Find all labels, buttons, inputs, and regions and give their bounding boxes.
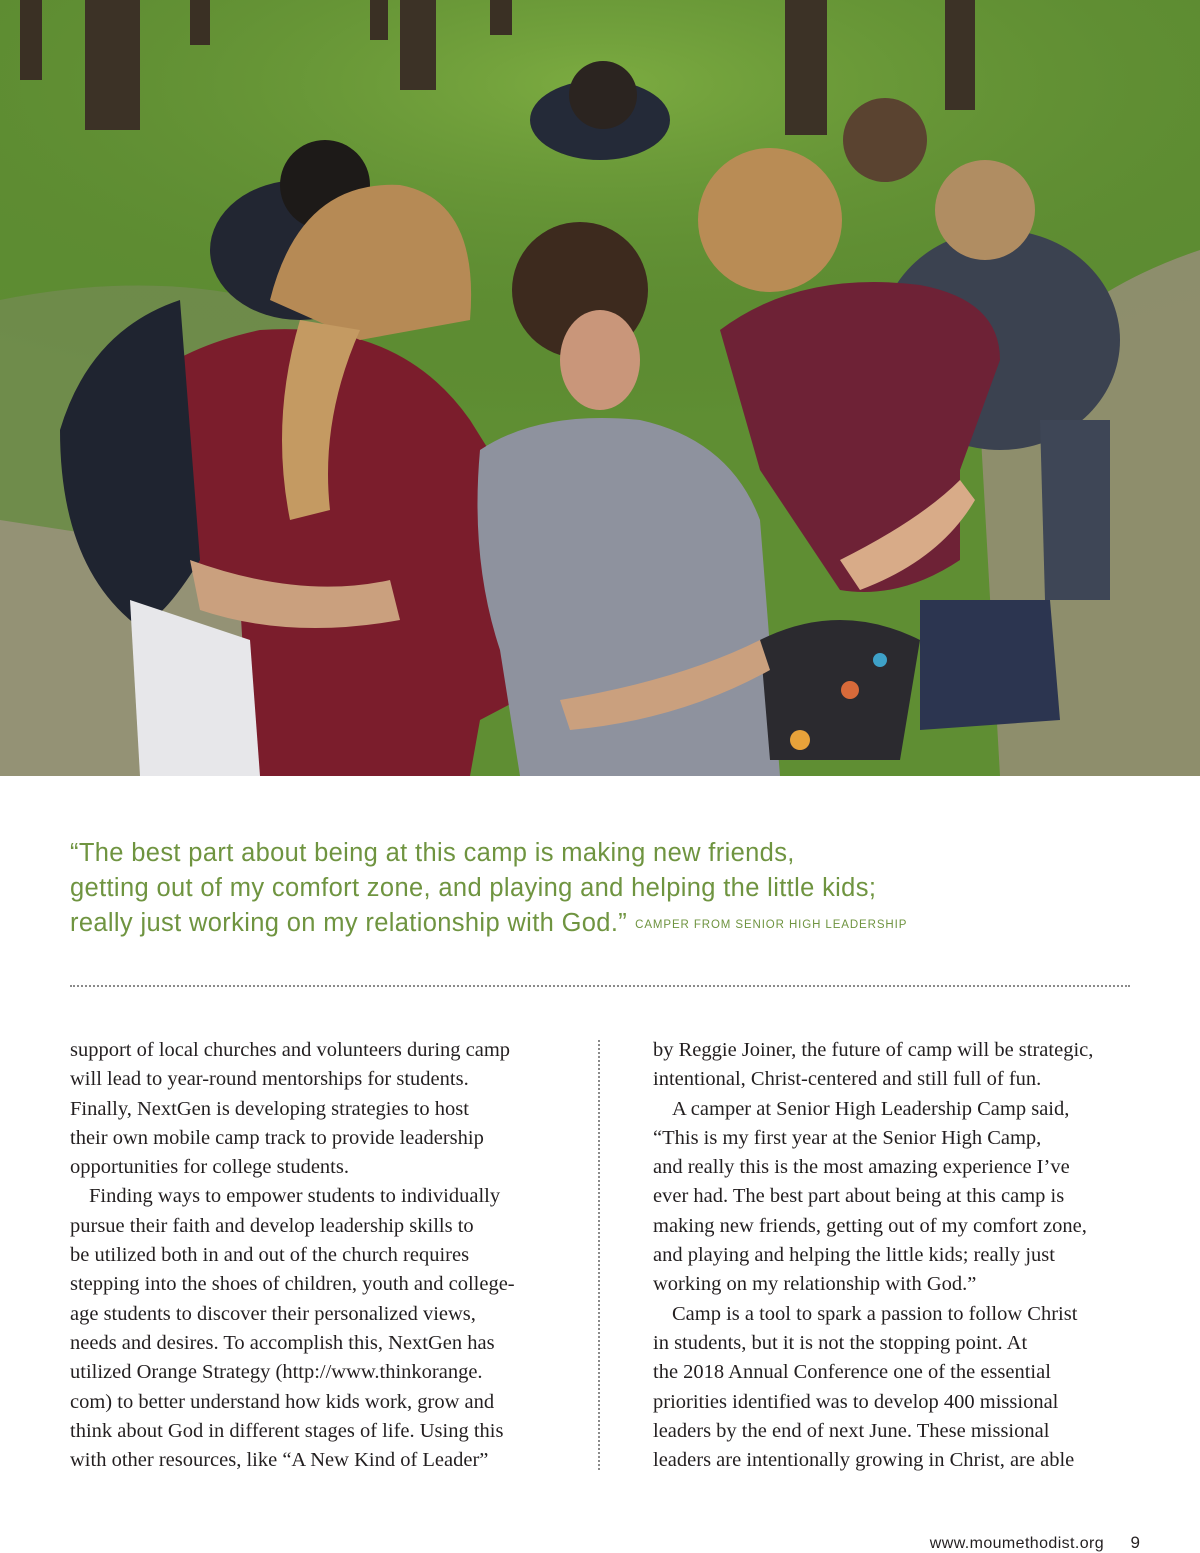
- body-line: by Reggie Joiner, the future of camp will be strategic,: [653, 1039, 1094, 1061]
- body-line: Finally, NextGen is developing strategies to host: [70, 1097, 469, 1120]
- pull-quote-line-3: [70, 906, 1140, 943]
- body-line: intentional, Christ-centered and still full of fun.: [653, 1068, 1042, 1091]
- body-column-left: [70, 1036, 570, 1475]
- body-line: in students, but it is not the stopping point. At: [653, 1331, 1028, 1354]
- dotted-divider-vertical: [598, 1040, 600, 1470]
- body-line: leaders by the end of next June. These missional: [653, 1419, 1050, 1442]
- body-line: and really this is the most amazing experience I’ve: [653, 1156, 1070, 1179]
- dotted-divider-horizontal: [70, 985, 1130, 987]
- pull-quote: [70, 836, 1140, 943]
- body-line: com) to better understand how kids work, grow and: [70, 1390, 495, 1413]
- pull-quote-line-1: “The best part about being at this camp is making new friends,: [70, 839, 795, 867]
- body-line: age students to discover their personalized views,: [70, 1302, 476, 1325]
- page-number: 9: [1130, 1533, 1140, 1552]
- body-line: “This is my first year at the Senior High Camp,: [653, 1126, 1042, 1149]
- body-line: ever had. The best part about being at this camp is: [653, 1185, 1065, 1208]
- body-line: Finding ways to empower students to individually: [89, 1185, 501, 1208]
- body-line: utilized Orange Strategy (http://www.thinkorange.: [70, 1361, 483, 1384]
- body-line: priorities identified was to develop 400 missional: [653, 1390, 1059, 1413]
- body-line: A camper at Senior High Leadership Camp said,: [672, 1097, 1070, 1120]
- pull-quote-line-2: getting out of my comfort zone, and playing and helping the little kids;: [70, 874, 877, 902]
- body-line: will lead to year-round mentorships for students.: [70, 1068, 469, 1091]
- pull-quote-line-3-text: really just working on my relationship with God.”: [70, 909, 628, 937]
- body-line: stepping into the shoes of children, youth and college-: [70, 1273, 515, 1296]
- group-huddle-photo: [0, 0, 1200, 776]
- body-line: and playing and helping the little kids; really just: [653, 1244, 1055, 1267]
- footer-url[interactable]: www.moumethodist.org: [929, 1535, 1105, 1552]
- page-footer: [930, 1533, 1140, 1553]
- body-line: making new friends, getting out of my comfort zone,: [653, 1214, 1087, 1237]
- body-line: opportunities for college students.: [70, 1156, 349, 1179]
- body-line: working on my relationship with God.”: [653, 1273, 977, 1296]
- pull-quote-attribution: CAMPER FROM SENIOR HIGH LEADERSHIP: [635, 919, 908, 931]
- body-line: needs and desires. To accomplish this, NextGen has: [70, 1331, 495, 1354]
- body-column-right: [653, 1036, 1153, 1475]
- body-line: Camp is a tool to spark a passion to follow Christ: [672, 1302, 1078, 1325]
- body-line: leaders are intentionally growing in Christ, are able: [653, 1449, 1075, 1472]
- body-line: with other resources, like “A New Kind of Leader”: [70, 1449, 489, 1472]
- body-line: think about God in different stages of life. Using this: [70, 1419, 504, 1442]
- body-line: be utilized both in and out of the church requires: [70, 1244, 470, 1267]
- body-line: support of local churches and volunteers during camp: [70, 1039, 511, 1061]
- body-line: the 2018 Annual Conference one of the essential: [653, 1361, 1051, 1384]
- body-line: pursue their faith and develop leadership skills to: [70, 1214, 474, 1237]
- body-line: their own mobile camp track to provide leadership: [70, 1126, 484, 1149]
